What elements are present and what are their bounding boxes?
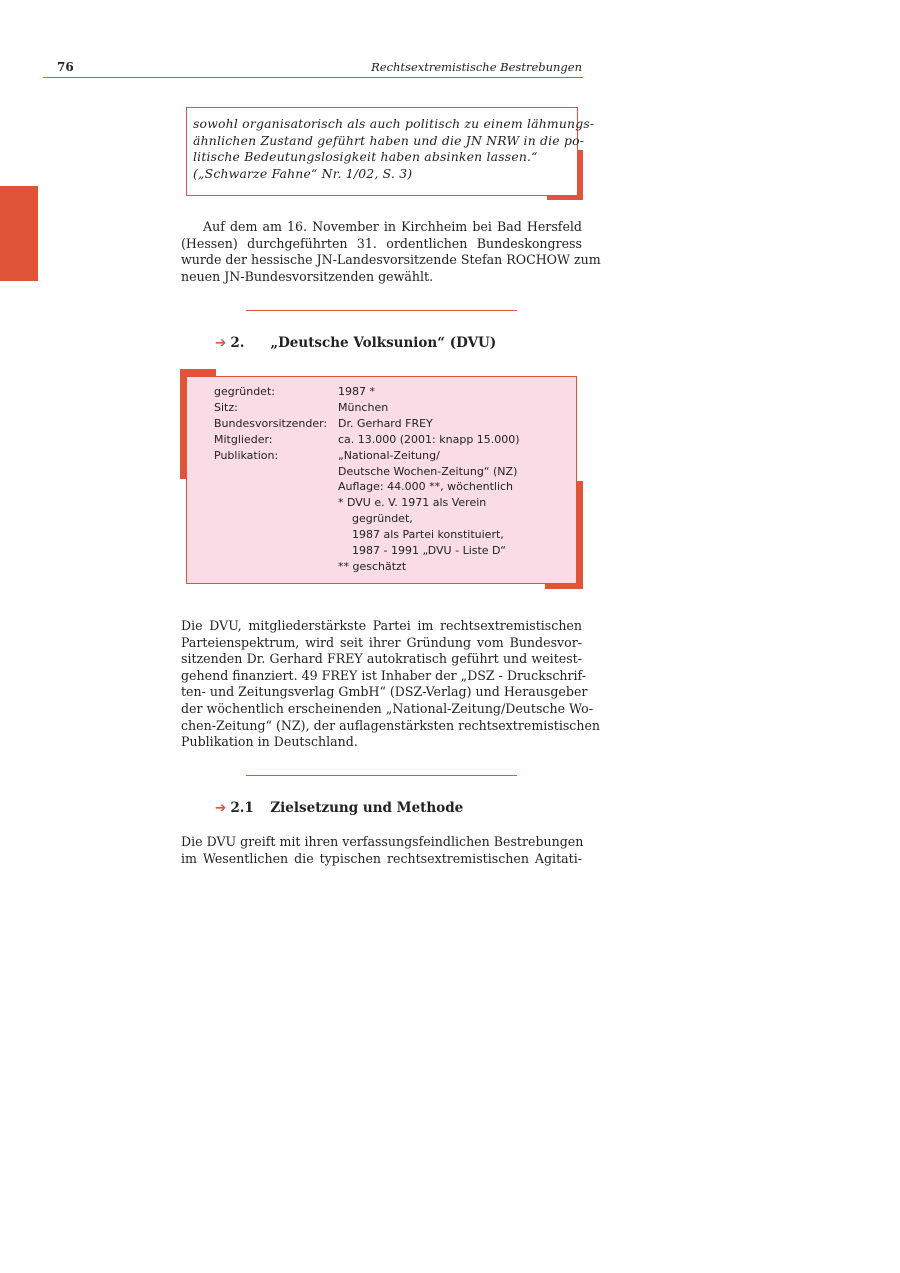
paragraph-dvu-description xyxy=(181,618,601,751)
side-tab-marker xyxy=(0,186,38,281)
section-title: Zielsetzung und Methode xyxy=(270,800,464,816)
section-number: 2.1 xyxy=(230,800,254,816)
header-rule xyxy=(43,77,583,78)
fact-value: „National-Zeitung/ xyxy=(338,448,440,462)
paragraph-line: Publikation in Deutschland. xyxy=(181,734,358,750)
quote-line: ähnlichen Zustand geführt haben und die JN NRW in die po- xyxy=(193,132,585,148)
fact-labels xyxy=(214,384,327,464)
paragraph-jn-congress xyxy=(181,219,601,285)
section-divider xyxy=(246,310,517,311)
fact-value: Deutsche Wochen-Zeitung“ (NZ) xyxy=(338,464,518,478)
section-divider xyxy=(246,775,517,776)
fact-footnote: ** geschätzt xyxy=(338,559,407,573)
section-heading-dvu xyxy=(215,335,496,351)
paragraph-line: ten- und Zeitungsverlag GmbH“ (DSZ-Verlag) und Herausgeber xyxy=(181,684,588,700)
paragraph-line: gehend finanziert. 49 FREY ist Inhaber der „DSZ - Druckschrif- xyxy=(181,667,586,683)
section-heading-zielsetzung xyxy=(215,800,463,816)
paragraph-line: der wöchentlich erscheinenden „National-Zeitung/Deutsche Wo- xyxy=(181,700,593,716)
fact-footnote: 1987 - 1991 „DVU - Liste D“ xyxy=(352,544,506,558)
fact-values xyxy=(338,384,520,575)
section-title: „Deutsche Volksunion“ (DVU) xyxy=(270,335,497,351)
arrow-right-icon: ➔ xyxy=(215,800,227,816)
quote-box xyxy=(186,107,595,196)
page-number: 76 xyxy=(57,60,74,74)
arrow-right-icon: ➔ xyxy=(215,335,227,351)
fact-value: Dr. Gerhard FREY xyxy=(338,416,433,430)
paragraph-line: wurde der hessische JN-Landesvorsitzende Stefan ROCHOW zum xyxy=(181,252,601,268)
quote-line: litische Bedeutungslosigkeit haben absinken lassen.“ xyxy=(193,149,538,164)
fact-value: ca. 13.000 (2001: knapp 15.000) xyxy=(338,432,520,446)
fact-label: Sitz: xyxy=(214,400,238,414)
fact-label: Bundesvorsitzender: xyxy=(214,416,328,430)
paragraph-line: Parteienspektrum, wird seit ihrer Gründung vom Bundesvor- xyxy=(181,634,582,650)
fact-label: gegründet: xyxy=(214,385,275,398)
quote-line: sowohl organisatorisch als auch politisch zu einem lähmungs- xyxy=(193,116,595,131)
paragraph-line: sitzenden Dr. Gerhard FREY autokratisch geführt und weitest- xyxy=(181,651,582,667)
paragraph-line: chen-Zeitung“ (NZ), der auflagenstärksten rechtsextremistischen xyxy=(181,717,601,733)
fact-value: Auflage: 44.000 **, wöchentlich xyxy=(338,480,514,494)
paragraph-dvu-agitation xyxy=(181,834,582,867)
dvu-fact-box xyxy=(186,376,577,584)
paragraph-line: im Wesentlichen die typischen rechtsextremistischen Agitati- xyxy=(181,850,582,866)
fact-label: Mitglieder: xyxy=(214,432,273,446)
fact-value: München xyxy=(338,400,389,414)
paragraph-line: Die DVU, mitgliederstärkste Partei im rechtsextremistischen xyxy=(181,618,582,633)
paragraph-line: neuen JN-Bundesvorsitzenden gewählt. xyxy=(181,268,434,284)
section-number: 2. xyxy=(230,335,245,351)
paragraph-line: Auf dem am 16. November in Kirchheim bei Bad Hersfeld xyxy=(203,219,582,234)
fact-footnote: * DVU e. V. 1971 als Verein xyxy=(338,496,487,510)
running-head: Rechtsextremistische Bestrebungen xyxy=(371,60,582,74)
paragraph-line: (Hessen) durchgeführten 31. ordentlichen Bundeskongress xyxy=(181,235,582,251)
fact-footnote: gegründet, xyxy=(352,512,413,526)
fact-value: 1987 * xyxy=(338,385,375,398)
fact-footnote: 1987 als Partei konstituiert, xyxy=(352,528,504,542)
quote-source: („Schwarze Fahne“ Nr. 1/02, S. 3) xyxy=(193,165,413,181)
fact-label: Publikation: xyxy=(214,448,279,462)
paragraph-line: Die DVU greift mit ihren verfassungsfeindlichen Bestrebungen xyxy=(181,834,584,849)
